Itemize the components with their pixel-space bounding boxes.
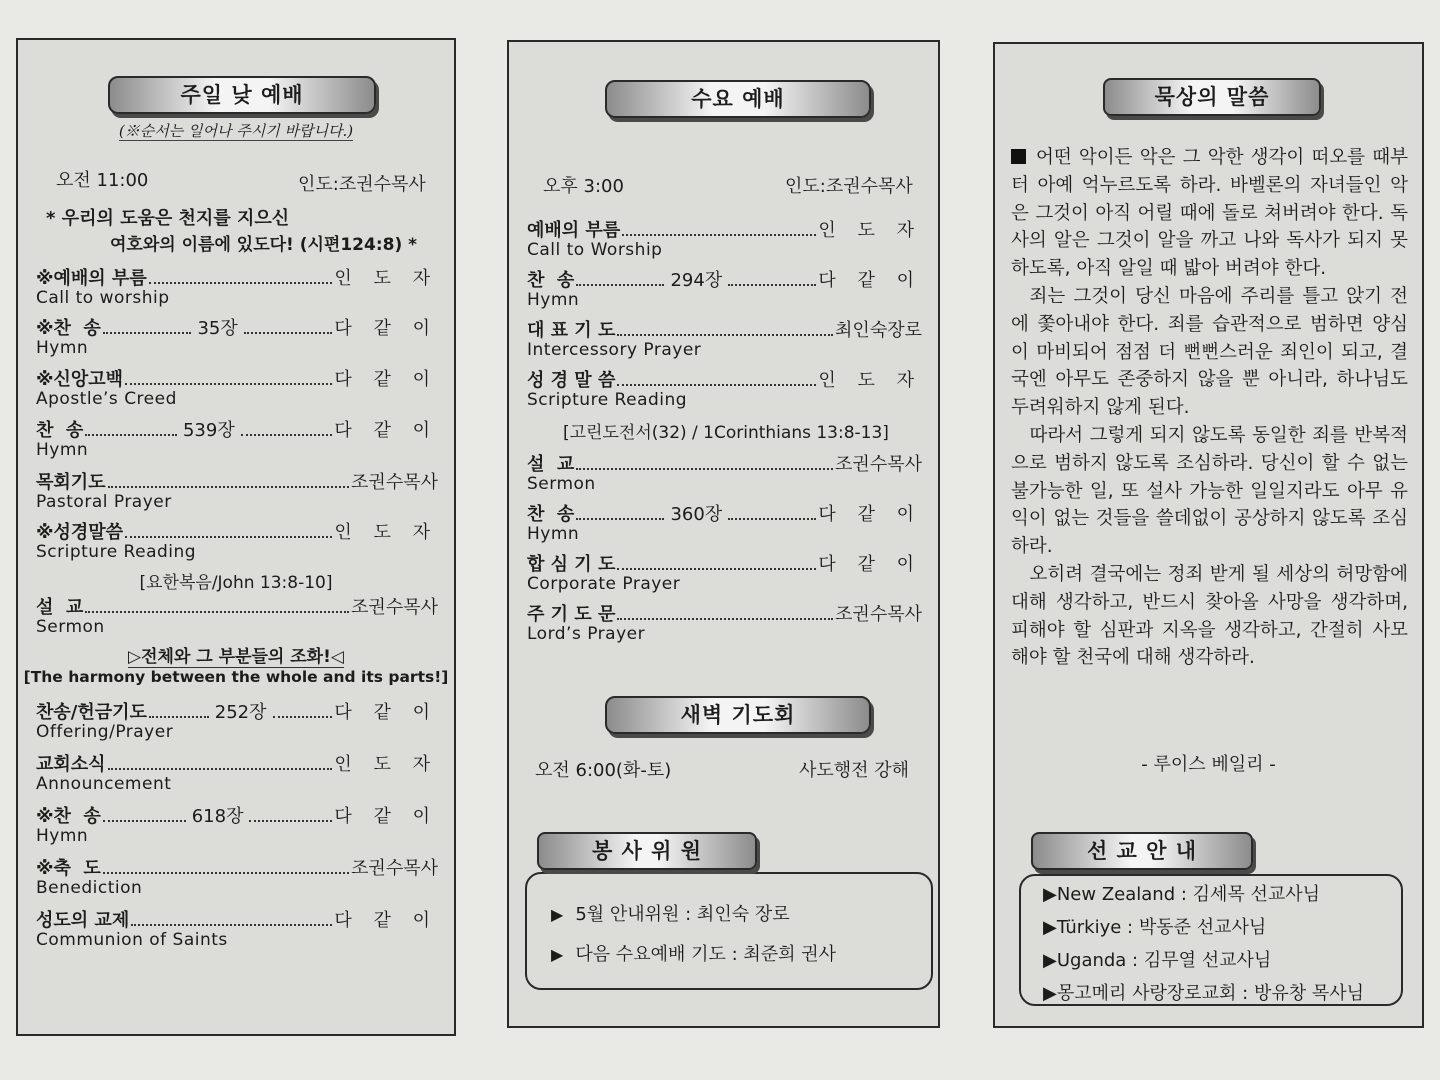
order-item-english: Communion of Saints bbox=[36, 930, 228, 950]
mission-item: ▶Uganda : 김무열 선교사님 bbox=[1043, 950, 1272, 971]
mission-item: ▶New Zealand : 김세목 선교사님 bbox=[1043, 884, 1321, 905]
dot-leader bbox=[131, 924, 332, 926]
order-item-leader: 인 도 자 bbox=[334, 522, 438, 543]
order-item-leader: 다 같 이 bbox=[334, 420, 439, 441]
order-item bbox=[527, 500, 922, 544]
wednesday-scripture-ref: [고린도전서(32) / 1Corinthians 13:8-13] bbox=[563, 423, 889, 443]
meditation-text bbox=[1011, 144, 1408, 672]
order-item bbox=[36, 593, 438, 637]
order-item-english: Announcement bbox=[36, 774, 172, 794]
sunday-time: 오전 11:00 bbox=[56, 170, 149, 191]
dot-leader bbox=[125, 536, 332, 538]
order-item-label: 주 기 도 문 bbox=[527, 604, 616, 625]
order-item-label: 찬 송 bbox=[527, 270, 575, 291]
order-item-english: Hymn bbox=[36, 338, 89, 358]
dawn-time: 오전 6:00(화-토) bbox=[535, 760, 672, 781]
order-item bbox=[527, 600, 922, 644]
order-item-leader: 다 같 이 bbox=[334, 806, 439, 827]
volunteer-item-1: ▶ 5월 안내위원 : 최인숙 장로 bbox=[551, 904, 790, 925]
mission-item: ▶몽고메리 사랑장로교회 : 방유창 목사님 bbox=[1043, 983, 1365, 1004]
dot-leader bbox=[728, 518, 816, 520]
order-item-leader: 조권수목사 bbox=[351, 472, 438, 493]
order-item bbox=[36, 468, 438, 512]
order-item-leader: 다 같 이 bbox=[818, 504, 923, 525]
order-item bbox=[527, 550, 922, 594]
wednesday-time: 오후 3:00 bbox=[543, 176, 624, 197]
wednesday-service-panel bbox=[507, 40, 940, 1028]
order-item-label: 찬 송 bbox=[36, 420, 84, 441]
order-item-english: Sermon bbox=[527, 474, 596, 494]
order-item-leader: 인 도 자 bbox=[818, 220, 922, 241]
dot-leader bbox=[149, 282, 333, 284]
volunteer-item-2: ▶ 다음 수요예배 기도 : 최준희 권사 bbox=[551, 944, 837, 965]
order-item bbox=[527, 266, 922, 310]
dot-leader bbox=[576, 518, 664, 520]
order-item-label: 찬송/헌금기도 bbox=[36, 702, 147, 723]
meditation-paragraph: 오히려 결국에는 정죄 받게 될 세상의 허망함에 대해 생각하고, 반드시 찾아올 사망을 생각하며, 피해야 할 심판과 지옥을 생각하고, 간절히 사모해야 할 천국에 대해 생각하라. bbox=[1011, 563, 1408, 669]
order-item-label: 교회소식 bbox=[36, 754, 106, 775]
wednesday-title: 수요 예배 bbox=[605, 80, 871, 118]
order-item-english: Benediction bbox=[36, 878, 143, 898]
order-item-english: Hymn bbox=[36, 826, 89, 846]
order-item-label: ※찬 송 bbox=[36, 806, 101, 827]
order-item bbox=[527, 216, 922, 260]
sunday-verse-1: * 우리의 도움은 천지를 지으신 bbox=[46, 208, 290, 229]
order-item-label: 설 교 bbox=[36, 597, 84, 618]
order-item bbox=[527, 316, 922, 360]
order-item-label: ※신앙고백 bbox=[36, 369, 124, 390]
sunday-verse-2: 여호와의 이름에 있도다! (시편124:8) * bbox=[110, 235, 418, 255]
order-item bbox=[36, 416, 438, 460]
hymn-number: 618장 bbox=[191, 806, 244, 827]
order-item-english: Hymn bbox=[527, 524, 580, 544]
order-item-english: Apostle’s Creed bbox=[36, 389, 177, 409]
sunday-leader: 인도:조권수목사 bbox=[298, 174, 426, 195]
order-item-label: 합 심 기 도 bbox=[527, 554, 616, 575]
order-item bbox=[36, 750, 438, 794]
dot-leader bbox=[85, 434, 177, 436]
triangle-icon: ▶ bbox=[551, 905, 564, 924]
order-item-english: Corporate Prayer bbox=[527, 574, 681, 594]
hymn-number: 35장 bbox=[197, 318, 238, 339]
dot-leader bbox=[85, 611, 349, 613]
meditation-paragraph: 죄는 그것이 당신 마음에 주리를 틀고 앉기 전에 쫓아내야 한다. 죄를 습관적으로 범하면 양심이 마비되어 점점 더 뻔뻔스러운 죄인이 되고, 결국엔 아무도 존중하지 않을 뿐 아니라, 하나님도 두려워하지 않게 된다. bbox=[1011, 285, 1408, 419]
order-item-leader: 인 도 자 bbox=[818, 370, 922, 391]
order-item-leader: 다 같 이 bbox=[818, 270, 923, 291]
volunteers-title: 봉 사 위 원 bbox=[537, 832, 757, 870]
dot-leader bbox=[103, 872, 349, 874]
order-item-english: Hymn bbox=[36, 440, 89, 460]
order-item bbox=[527, 366, 922, 410]
order-item-leader: 다 같 이 bbox=[334, 910, 438, 931]
sunday-title: 주일 낮 예배 bbox=[108, 76, 376, 114]
order-item-label: ※축 도 bbox=[36, 858, 101, 879]
order-item bbox=[36, 518, 438, 562]
order-item bbox=[36, 802, 438, 846]
meditation-author: - 루이스 베일리 - bbox=[1141, 754, 1276, 775]
square-bullet-icon bbox=[1011, 149, 1026, 164]
order-item-label: ※성경말씀 bbox=[36, 522, 124, 543]
missions-title: 선 교 안 내 bbox=[1031, 832, 1253, 870]
sunday-service-panel bbox=[16, 38, 456, 1036]
dot-leader bbox=[728, 284, 816, 286]
volunteers-box bbox=[525, 872, 933, 990]
dawn-title: 새벽 기도회 bbox=[605, 696, 871, 734]
dot-leader bbox=[244, 332, 333, 334]
dot-leader bbox=[617, 568, 816, 570]
dot-leader bbox=[241, 434, 333, 436]
order-item-english: Scripture Reading bbox=[527, 390, 688, 410]
hymn-number: 252장 bbox=[214, 702, 267, 723]
order-item-english: Offering/Prayer bbox=[36, 722, 174, 742]
order-item-english: Hymn bbox=[527, 290, 580, 310]
order-item bbox=[36, 314, 438, 358]
order-item-label: 대 표 기 도 bbox=[527, 320, 616, 341]
order-item bbox=[36, 698, 438, 742]
order-item bbox=[36, 854, 438, 898]
order-item-english: Call to Worship bbox=[527, 240, 663, 260]
hymn-number: 360장 bbox=[670, 504, 723, 525]
order-item-english: Lord’s Prayer bbox=[527, 624, 646, 644]
order-item-leader: 최인숙장로 bbox=[835, 320, 922, 341]
meditation-paragraph: 어떤 악이든 악은 그 악한 생각이 떠오를 때부터 아예 억누르도록 하라. 바벨론의 자녀들인 악은 그것이 아직 어릴 때에 돌로 쳐버려야 한다. 독사의 알은 그것이 알을 까고 나와 독사가 되지 못하도록, 아직 알일 때 밟아 버려야 한다. bbox=[1011, 147, 1408, 280]
dot-leader bbox=[617, 618, 833, 620]
order-item-label: ※예배의 부름 bbox=[36, 268, 147, 289]
sunday-note: (※순서는 일어나 주시기 바랍니다.) bbox=[118, 122, 354, 140]
order-item-english: Sermon bbox=[36, 617, 105, 637]
hymn-number: 539장 bbox=[182, 420, 235, 441]
order-item-label: 예배의 부름 bbox=[527, 220, 621, 241]
order-item-label: 성 경 말 씀 bbox=[527, 370, 616, 391]
dot-leader bbox=[149, 716, 209, 718]
order-item-leader: 다 같 이 bbox=[334, 702, 439, 723]
dot-leader bbox=[617, 334, 833, 336]
order-item bbox=[36, 264, 438, 308]
dot-leader bbox=[622, 234, 816, 236]
sunday-theme-en: [The harmony between the whole and its parts!] bbox=[23, 668, 449, 686]
dot-leader bbox=[103, 820, 186, 822]
meditation-title: 묵상의 말씀 bbox=[1103, 78, 1321, 116]
order-item bbox=[36, 906, 438, 950]
order-item-label: ※찬 송 bbox=[36, 318, 101, 339]
order-item-english: Scripture Reading bbox=[36, 542, 197, 562]
meditation-paragraph: 따라서 그렇게 되지 않도록 동일한 죄를 반복적으로 범하지 않도록 조심하라. 당신이 할 수 없는 불가능한 일, 또 설사 가능한 일일지라도 아무 유익이 없는 것들을 쓸데없이 공상하지 않도록 조심하라. bbox=[1011, 424, 1408, 558]
order-item-english: Call to worship bbox=[36, 288, 170, 308]
dot-leader bbox=[576, 468, 833, 470]
order-item-leader: 조권수목사 bbox=[351, 597, 438, 618]
triangle-icon: ▶ bbox=[551, 945, 564, 964]
order-item-leader: 다 같 이 bbox=[334, 369, 438, 390]
dot-leader bbox=[103, 332, 192, 334]
hymn-number: 294장 bbox=[670, 270, 723, 291]
order-item bbox=[527, 450, 922, 494]
sunday-theme-kr: ▷전체와 그 부분들의 조화!◁ bbox=[128, 647, 344, 667]
order-item-english: Pastoral Prayer bbox=[36, 492, 172, 512]
dot-leader bbox=[108, 486, 349, 488]
dot-leader bbox=[125, 383, 332, 385]
order-item-label: 목회기도 bbox=[36, 472, 106, 493]
dot-leader bbox=[617, 384, 816, 386]
wednesday-leader: 인도:조권수목사 bbox=[785, 176, 913, 197]
mission-item: ▶Türkiye : 박동준 선교사님 bbox=[1043, 917, 1267, 938]
order-item-label: 설 교 bbox=[527, 454, 575, 475]
order-item-leader: 조권수목사 bbox=[835, 454, 922, 475]
order-item-leader: 다 같 이 bbox=[818, 554, 922, 575]
dot-leader bbox=[273, 716, 333, 718]
order-item-leader: 인 도 자 bbox=[334, 754, 438, 775]
sunday-scripture-ref: [요한복음/John 13:8-10] bbox=[139, 573, 333, 593]
dot-leader bbox=[108, 768, 333, 770]
order-item-label: 성도의 교제 bbox=[36, 910, 130, 931]
order-item-leader: 조권수목사 bbox=[351, 858, 438, 879]
meditation-panel bbox=[993, 42, 1424, 1028]
dawn-content: 사도행전 강해 bbox=[799, 760, 910, 781]
order-item-label: 찬 송 bbox=[527, 504, 575, 525]
dot-leader bbox=[249, 820, 332, 822]
order-item-english: Intercessory Prayer bbox=[527, 340, 702, 360]
order-item-leader: 인 도 자 bbox=[334, 268, 438, 289]
dot-leader bbox=[576, 284, 664, 286]
order-item-leader: 다 같 이 bbox=[334, 318, 438, 339]
order-item bbox=[36, 365, 438, 409]
order-item-leader: 조권수목사 bbox=[835, 604, 922, 625]
